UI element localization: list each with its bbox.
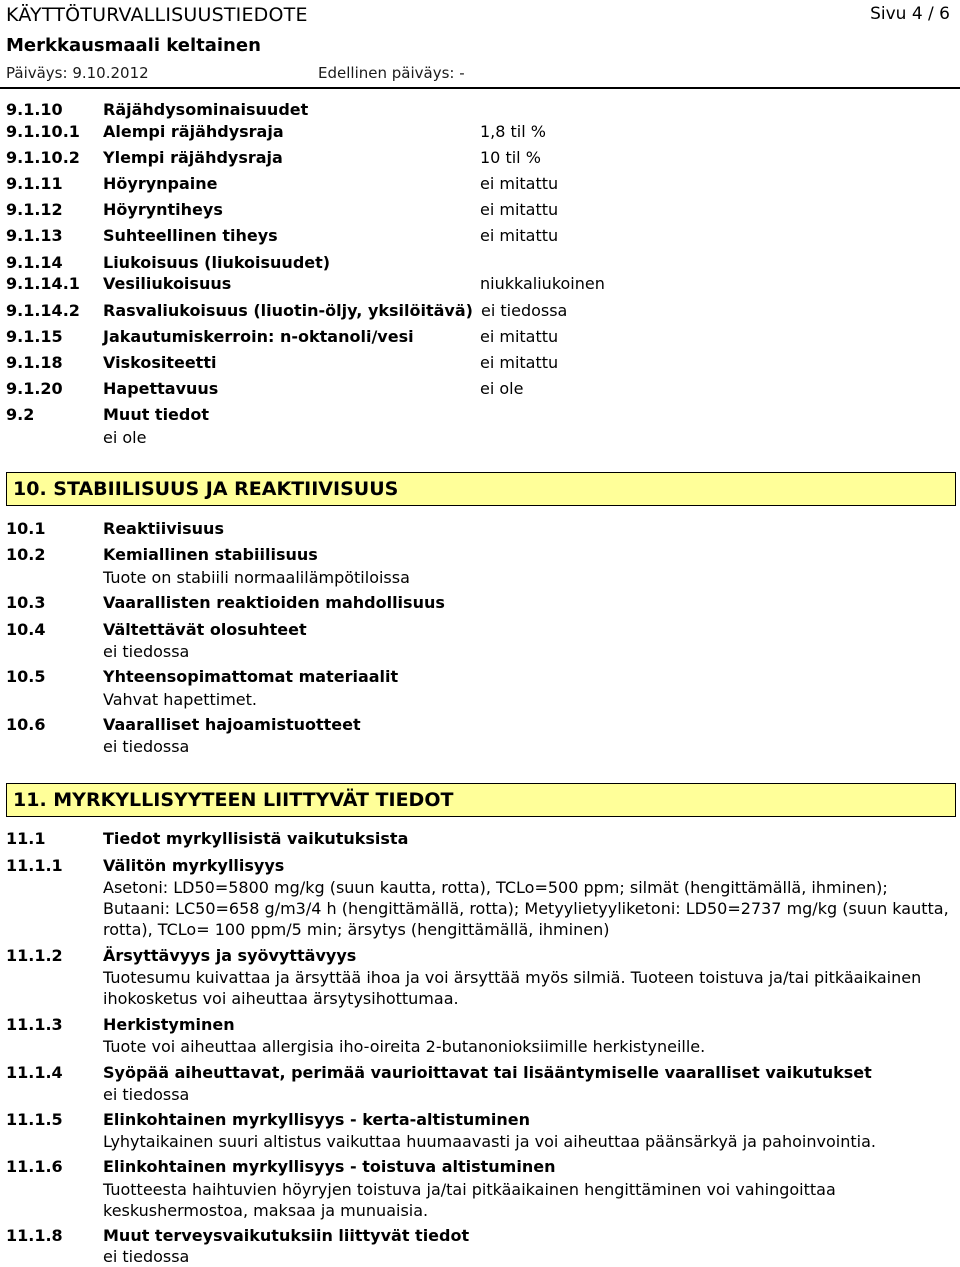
property-value: ei ole — [480, 379, 524, 398]
subsection-number: 11.1.4 — [6, 1063, 63, 1082]
subsection-text: Tuotesumu kuivattaa ja ärsyttää ihoa ja voi ärsyttää myös silmiä. Tuoteen toistuva ja/tai pitkäaikainen ihokosketus voi aiheuttaa ärsytysihottumaa. — [103, 968, 922, 1008]
property-label: Hapettavuus — [103, 379, 219, 398]
subsection-text: ei tiedossa — [103, 737, 190, 756]
subsection-number: 11.1 — [6, 829, 46, 848]
subsection-text: Lyhytaikainen suuri altistus vaikuttaa huumaavasti ja voi aiheuttaa päänsärkyä ja pahoinvointia. — [103, 1132, 876, 1151]
subsection-label: Elinkohtainen myrkyllisyys - kerta-altistuminen — [103, 1110, 531, 1129]
property-number: 9.1.10.2 — [6, 148, 80, 167]
property-number: 9.2 — [6, 405, 35, 424]
property-number: 9.1.18 — [6, 353, 63, 372]
property-label: Rasvaliukoisuus (liuotin-öljy, yksilöitävä) — [103, 301, 473, 320]
subsection-number: 10.3 — [6, 593, 46, 612]
header-divider — [0, 87, 960, 89]
document-title: KÄYTTÖTURVALLISUUSTIEDOTE — [6, 4, 308, 26]
property-label: Jakautumiskerroin: n-oktanoli/vesi — [103, 327, 414, 346]
subsection-number: 11.1.1 — [6, 856, 63, 875]
subsection-label: Syöpää aiheuttavat, perimää vaurioittavat tai lisääntymiselle vaaralliset vaikutukset — [103, 1063, 872, 1082]
subsection-text: ei tiedossa — [103, 1085, 190, 1104]
subsection-label: Ärsyttävyys ja syövyttävyys — [103, 946, 357, 965]
property-number: 9.1.10.1 — [6, 122, 80, 141]
subsection-number: 10.5 — [6, 667, 46, 686]
subsection-number: 10.2 — [6, 545, 46, 564]
property-label: Höyrynpaine — [103, 174, 218, 193]
property-label: Liukoisuus (liukoisuudet) — [103, 253, 331, 272]
property-label: Viskositeetti — [103, 353, 217, 372]
subsection-label: Vältettävät olosuhteet — [103, 620, 307, 639]
property-value: ei mitattu — [480, 353, 559, 372]
property-number: 9.1.15 — [6, 327, 63, 346]
issue-date: Päiväys: 9.10.2012 — [6, 64, 149, 82]
subsection-text: Vahvat hapettimet. — [103, 690, 258, 709]
property-value: ei tiedossa — [481, 301, 568, 320]
subsection-number: 10.6 — [6, 715, 46, 734]
property-text: ei ole — [103, 428, 147, 447]
property-value: ei mitattu — [480, 174, 559, 193]
property-number: 9.1.10 — [6, 100, 63, 119]
subsection-number: 11.1.6 — [6, 1157, 63, 1176]
subsection-number: 11.1.5 — [6, 1110, 63, 1129]
property-number: 9.1.11 — [6, 174, 63, 193]
subsection-label: Kemiallinen stabiilisuus — [103, 545, 318, 564]
section-title: 11. MYRKYLLISYYTEEN LIITTYVÄT TIEDOT — [13, 789, 454, 811]
property-number: 9.1.13 — [6, 226, 63, 245]
subsection-number: 11.1.8 — [6, 1226, 63, 1245]
property-label: Räjähdysominaisuudet — [103, 100, 309, 119]
subsection-text: ei tiedossa — [103, 642, 190, 661]
previous-date: Edellinen päiväys: - — [318, 64, 465, 82]
section-heading — [6, 472, 956, 506]
subsection-label: Yhteensopimattomat materiaalit — [103, 667, 399, 686]
page-number: Sivu 4 / 6 — [870, 4, 950, 24]
subsection-text: ei tiedossa — [103, 1247, 190, 1266]
subsection-text: Asetoni: LD50=5800 mg/kg (suun kautta, rotta), TCLo=500 ppm; silmät (hengittämällä, ihminen); Butaani: LC50=658 g/m3/4 h (hengittämällä, rotta); Metyylietyyliketoni: LD50=2737 mg/kg (suun kautta, rotta), TCLo= 100 ppm/5 min; ärsytys (hengittämällä, ihminen) — [103, 878, 949, 939]
subsection-text: Tuotteesta haihtuvien höyryjen toistuva ja/tai pitkäaikainen hengittäminen voi vahingoittaa keskushermostoa, maksaa ja munuaisia. — [103, 1180, 836, 1220]
subsection-label: Vaarallisten reaktioiden mahdollisuus — [103, 593, 445, 612]
property-value: ei mitattu — [480, 200, 559, 219]
property-number: 9.1.20 — [6, 379, 63, 398]
subsection-number: 11.1.3 — [6, 1015, 63, 1034]
subsection-label: Herkistyminen — [103, 1015, 235, 1034]
property-value: 1,8 til % — [480, 122, 546, 141]
section-heading — [6, 783, 956, 817]
subsection-number: 11.1.2 — [6, 946, 63, 965]
subsection-label: Tiedot myrkyllisistä vaikutuksista — [103, 829, 409, 848]
subsection-label: Välitön myrkyllisyys — [103, 856, 285, 875]
property-value: ei mitattu — [480, 327, 559, 346]
subsection-number: 10.1 — [6, 519, 46, 538]
property-number: 9.1.14.1 — [6, 274, 80, 293]
subsection-text: Tuote on stabiili normaalilämpötiloissa — [103, 568, 410, 587]
property-value: ei mitattu — [480, 226, 559, 245]
subsection-label: Muut terveysvaikutuksiin liittyvät tiedot — [103, 1226, 470, 1245]
product-name: Merkkausmaali keltainen — [6, 35, 261, 56]
subsection-label: Vaaralliset hajoamistuotteet — [103, 715, 361, 734]
property-number: 9.1.14.2 — [6, 301, 80, 320]
subsection-text: Tuote voi aiheuttaa allergisia iho-oireita 2-butanonioksiimille herkistyneille. — [103, 1037, 706, 1056]
subsection-label: Elinkohtainen myrkyllisyys - toistuva altistuminen — [103, 1157, 556, 1176]
property-label: Alempi räjähdysraja — [103, 122, 284, 141]
subsection-label: Reaktiivisuus — [103, 519, 224, 538]
property-label: Ylempi räjähdysraja — [103, 148, 283, 167]
subsection-number: 10.4 — [6, 620, 46, 639]
property-label: Vesiliukoisuus — [103, 274, 232, 293]
property-label: Höyryntiheys — [103, 200, 223, 219]
property-value: niukkaliukoinen — [480, 274, 605, 293]
section-title: 10. STABIILISUUS JA REAKTIIVISUUS — [13, 478, 399, 500]
property-label: Suhteellinen tiheys — [103, 226, 278, 245]
property-number: 9.1.12 — [6, 200, 63, 219]
property-label: Muut tiedot — [103, 405, 209, 424]
property-value: 10 til % — [480, 148, 541, 167]
property-number: 9.1.14 — [6, 253, 63, 272]
